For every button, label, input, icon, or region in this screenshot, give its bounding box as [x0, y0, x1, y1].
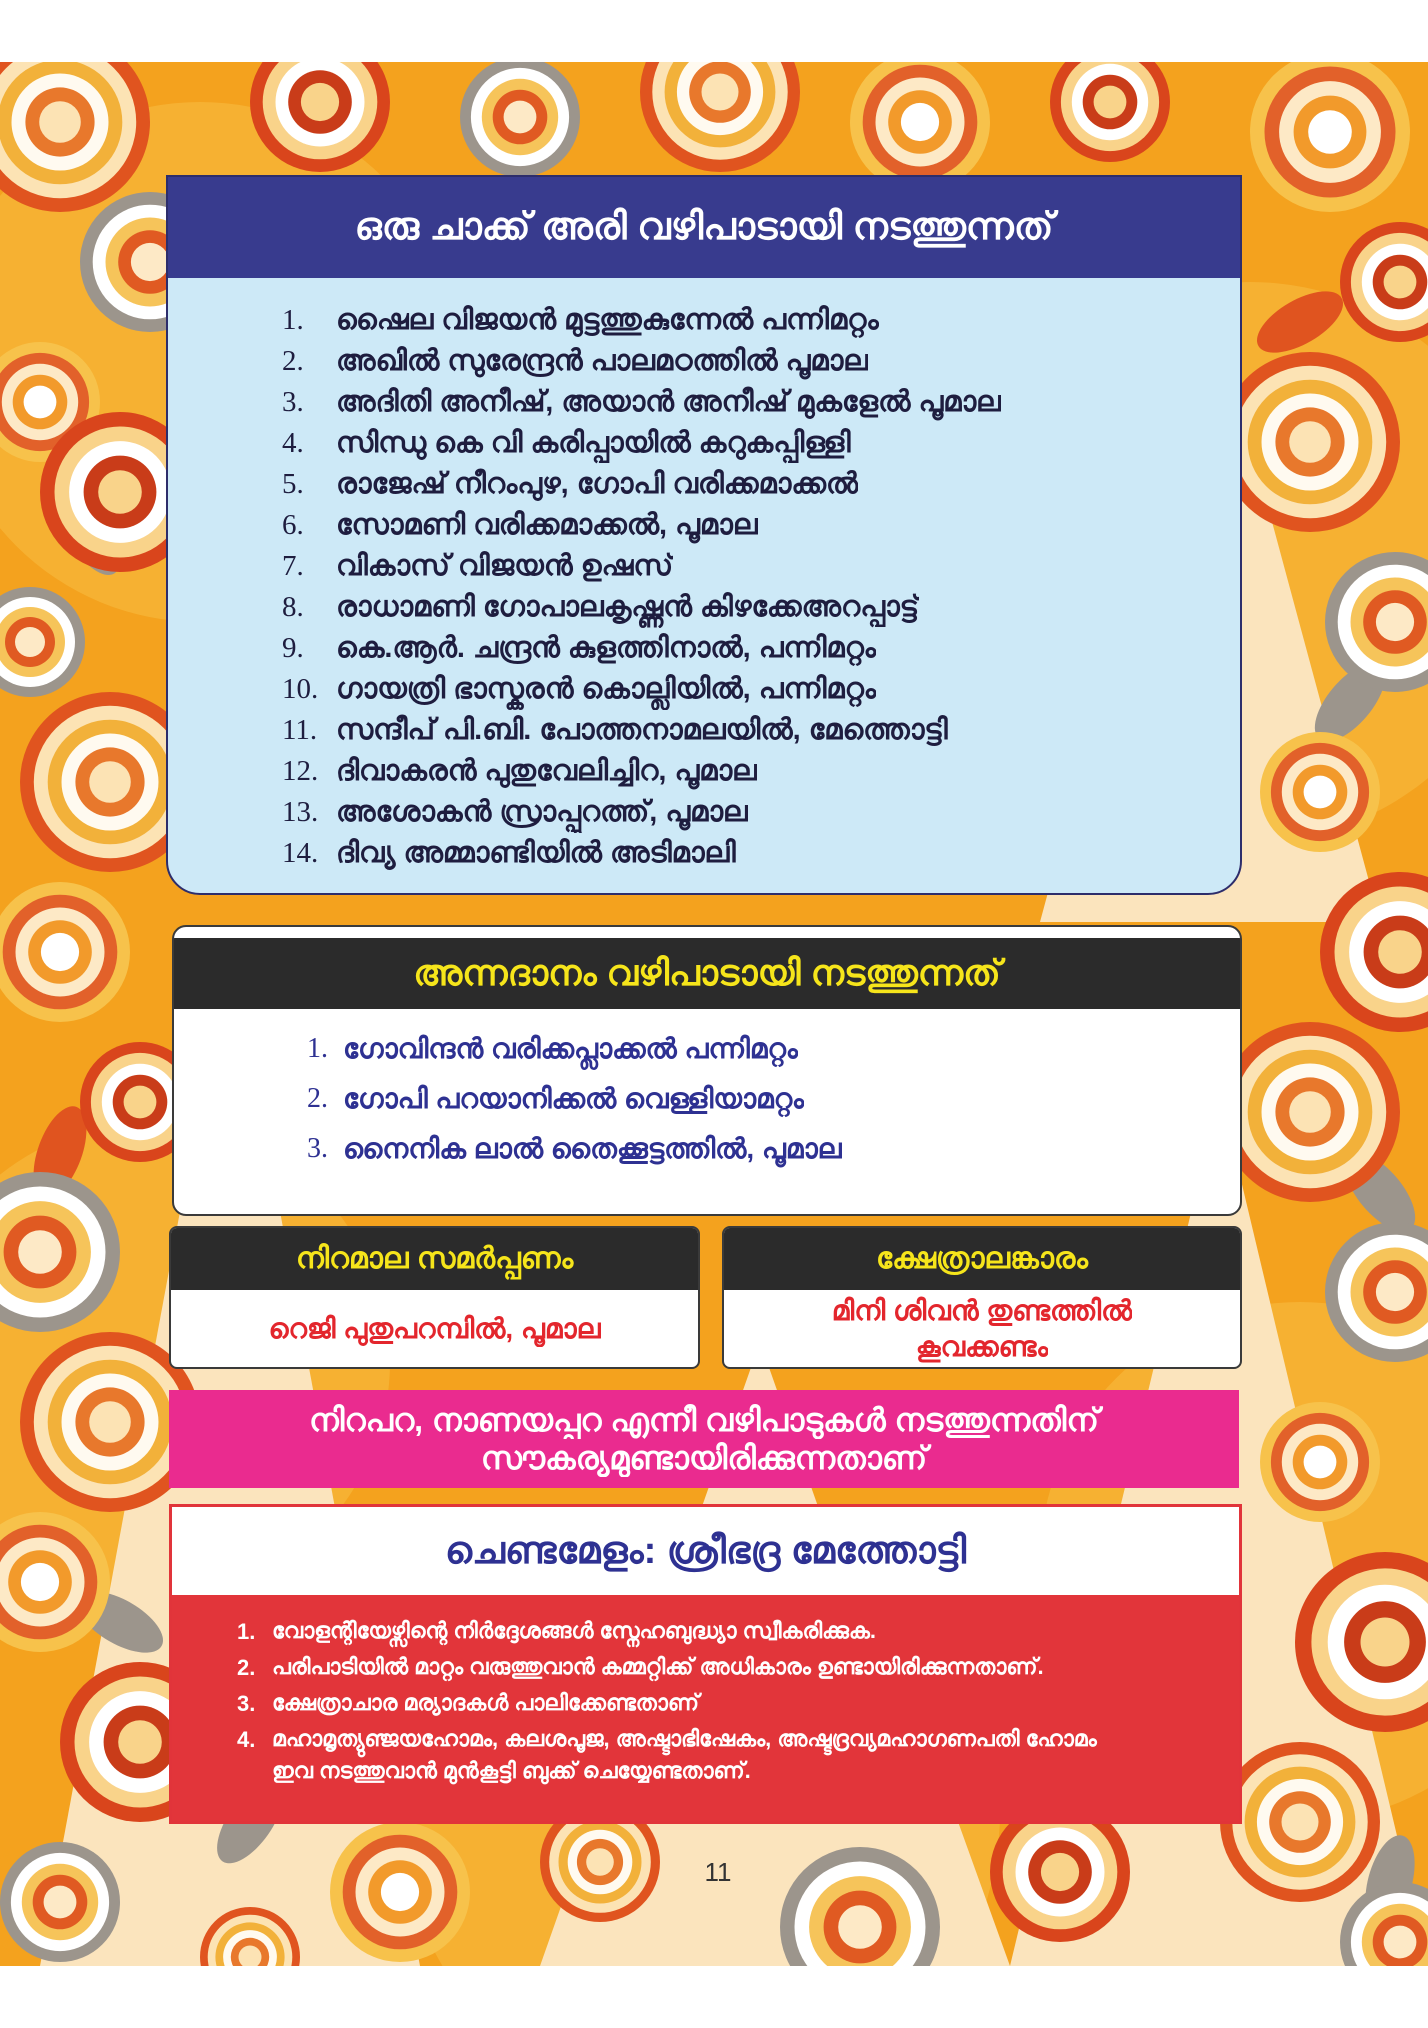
annadanam-title: അന്നദാനം വഴിപാടായി നടത്തുന്നത് [174, 938, 1240, 1009]
decor-ring [1304, 776, 1337, 809]
list-item [168, 423, 1240, 464]
rice-offering-title: ഒരു ചാക്ക് അരി വഴിപാടായി നടത്തുന്നത് [168, 177, 1240, 278]
item-text: രാജേഷ് നീറംപുഴ, ഗോപി വരിക്കമാക്കൽ [336, 468, 859, 500]
item-number: 2. [307, 1083, 328, 1114]
item-text: ഗോവിന്ദൻ വരിക്കപ്ലാക്കൽ പന്നിമറ്റം [343, 1033, 798, 1064]
item-text: ഷൈല വിജയൻ മുട്ടത്തുകുന്നേൽ പന്നിമറ്റം [336, 304, 879, 336]
decor-ring [89, 761, 131, 803]
decor-ring [1304, 1446, 1337, 1479]
item-text: നൈനിക ലാൽ തൈക്കൂട്ടത്തിൽ, പൂമാല [343, 1133, 842, 1164]
list-item [168, 792, 1240, 833]
item-number: 8. [282, 591, 304, 623]
list-item [168, 464, 1240, 505]
item-number: 4. [282, 427, 304, 459]
decor-ring [1376, 1273, 1414, 1311]
decor-ring [1361, 1618, 1410, 1667]
list-item [172, 1615, 1239, 1649]
list-item [168, 546, 1240, 587]
list-item [168, 710, 1240, 751]
decor-ring [901, 103, 939, 141]
item-text: ക്ഷേത്രാചാര മര്യാദകൾ പാലിക്കേണ്ടതാണ് [272, 1690, 700, 1715]
decor-ring [124, 1086, 157, 1119]
item-text: അദിതി അനീഷ്, അയാൻ അനീഷ് മുകളേൽ പൂമാല [336, 386, 1001, 418]
item-number: 1. [282, 304, 304, 336]
list-item [172, 1687, 1239, 1721]
list-item [168, 587, 1240, 628]
rice-offering-section [166, 175, 1242, 895]
item-number: 12. [282, 755, 319, 787]
decor-ring [89, 1401, 131, 1443]
niramala-sponsor: റെജി പുതുപറമ്പിൽ, പൂമാല [268, 1312, 601, 1344]
chendamelam-section [169, 1504, 1242, 1824]
item-text: സോമണി വരിക്കമാക്കൽ, പൂമാല [336, 509, 758, 541]
item-text: കെ.ആർ. ചന്ദ്രൻ കുളത്തിനാൽ, പന്നിമറ്റം [336, 632, 877, 664]
item-text: പരിപാടിയിൽ മാറ്റം വരുത്തുവാൻ കമ്മറ്റിക്ക് അധികാരം ഉണ്ടായിരിക്കുന്നതാണ്. [272, 1654, 1044, 1679]
list-item [168, 751, 1240, 792]
notice-line-2: സൗകര്യമുണ്ടായിരിക്കുന്നതാണ് [480, 1440, 928, 1476]
item-text: മഹാമൃത്യുഞ്ജയഹോമം, കലശപൂജ, അഷ്ടാഭിഷേകം, അഷ്ടദ്രവ്യമഹാഗണപതി ഹോമം ഇവ നടത്തുവാൻ മുൻകൂട്ടി ബുക്ക് ചെയ്യേണ്ടതാണ്. [272, 1726, 1097, 1783]
item-text: ദിവ്യ അമ്മാണ്ടിയിൽ അടിമാലി [336, 837, 736, 869]
decor-ring [118, 1720, 162, 1764]
decor-ring [131, 243, 169, 281]
decor-ring [381, 1873, 419, 1911]
kshetralankaram-sponsor-line-2: കൂവക്കണ്ടം [915, 1330, 1049, 1362]
decor-ring [44, 1886, 77, 1919]
item-text: രാധാമണി ഗോപാലകൃഷ്ണൻ കിഴക്കേഅറപ്പാട്ട് [336, 591, 920, 623]
item-number: 2. [282, 345, 304, 377]
decor-ring [1378, 930, 1422, 974]
list-item [174, 1024, 1240, 1074]
annadanam-section [172, 925, 1242, 1216]
list-item [168, 341, 1240, 382]
item-number: 2. [237, 1655, 256, 1680]
page-number: 11 [704, 1857, 732, 1887]
decor-ring [1289, 421, 1331, 463]
decor-ring [39, 101, 81, 143]
kshetralankaram-title: ക്ഷേത്രാലങ്കാരം [724, 1228, 1240, 1290]
list-item [174, 1124, 1240, 1174]
item-text: അഖിൽ സുരേന്ദ്രൻ പാലമഠത്തിൽ പൂമാല [336, 345, 869, 377]
item-number: 7. [282, 550, 304, 582]
item-number: 6. [282, 509, 304, 541]
decor-ring [702, 74, 739, 111]
decor-ring [838, 1905, 882, 1949]
niramala-body [171, 1290, 698, 1367]
kshetralankaram-box [722, 1226, 1242, 1369]
decor-ring [1041, 1853, 1079, 1891]
item-number: 1. [307, 1033, 328, 1064]
instructions-list [172, 1595, 1239, 1787]
rice-offering-list [168, 278, 1240, 874]
item-number: 11. [282, 714, 318, 746]
decor-ring [18, 1230, 62, 1274]
decor-ring [1384, 266, 1417, 299]
decor-ring [1384, 1926, 1417, 1959]
decor-ring [301, 83, 339, 121]
kshetralankaram-sponsor-line-1: മിനി ശിവൻ തുണ്ടത്തിൽ [831, 1294, 1133, 1326]
niramala-box [169, 1226, 700, 1369]
offering-notice-banner [169, 1390, 1239, 1488]
list-item [172, 1723, 1239, 1787]
list-item [168, 669, 1240, 710]
item-number: 10. [282, 673, 319, 705]
decor-ring [504, 101, 537, 134]
decor-ring [41, 933, 79, 971]
item-number: 3. [307, 1133, 328, 1164]
decor-ring [24, 386, 57, 419]
item-text: ദിവാകരൻ പുതുവേലിച്ചിറ, പൂമാല [336, 755, 757, 787]
list-item [168, 382, 1240, 423]
decor-ring [15, 627, 45, 657]
decor-ring [1376, 603, 1414, 641]
item-text: അശോകൻ സ്രാപ്പുറത്ത്, പൂമാല [336, 796, 748, 828]
item-number: 4. [237, 1727, 256, 1752]
list-item [174, 1074, 1240, 1124]
list-item [168, 300, 1240, 341]
item-number: 1. [237, 1619, 256, 1644]
list-item [168, 833, 1240, 874]
item-text: വോളന്റിയേഴ്സിന്റെ നിർദ്ദേശങ്ങൾ സ്നേഹബുദ്ധ്യാ സ്വീകരിക്കുക. [272, 1618, 876, 1643]
niramala-title: നിറമാല സമർപ്പണം [171, 1228, 698, 1290]
item-number: 14. [282, 837, 319, 869]
decor-ring [586, 1848, 614, 1876]
kshetralankaram-body [724, 1290, 1240, 1367]
annadanam-list [174, 1009, 1240, 1174]
item-number: 9. [282, 632, 304, 664]
decor-ring [98, 470, 142, 514]
list-item [168, 505, 1240, 546]
decor-ring [21, 1563, 59, 1601]
chendamelam-title: ചെണ്ടമേളം: ശ്രീഭദ്ര മേത്തോട്ടി [172, 1507, 1239, 1595]
decor-ring [1308, 110, 1352, 154]
item-number: 3. [282, 386, 304, 418]
item-text: വികാസ് വിജയൻ ഉഷസ് [336, 550, 674, 582]
item-text: ഗായത്രി ഭാസ്കരൻ കൊല്ലിയിൽ, പന്നിമറ്റം [336, 673, 877, 705]
item-text: സിന്ധു കെ വി കരിപ്പായിൽ കറുകപ്പിള്ളി [336, 427, 851, 459]
list-item [168, 628, 1240, 669]
item-text: ഗോപി പറയാനിക്കൽ വെള്ളിയാമറ്റം [343, 1083, 805, 1114]
list-item [172, 1651, 1239, 1685]
notice-line-1: നിറപറ, നാണയപ്പറ എന്നീ വഴിപാടുകൾ നടത്തുന്നതിന് [309, 1402, 1099, 1438]
item-number: 3. [237, 1691, 256, 1716]
decor-ring [1289, 1091, 1331, 1133]
item-number: 13. [282, 796, 319, 828]
item-number: 5. [282, 468, 304, 500]
decor-ring [1282, 1804, 1319, 1841]
decor-ring [1094, 86, 1127, 119]
item-text: സന്ദീപ് പി.ബി. പോത്തനാമലയിൽ, മേത്തൊട്ടി [336, 714, 948, 746]
